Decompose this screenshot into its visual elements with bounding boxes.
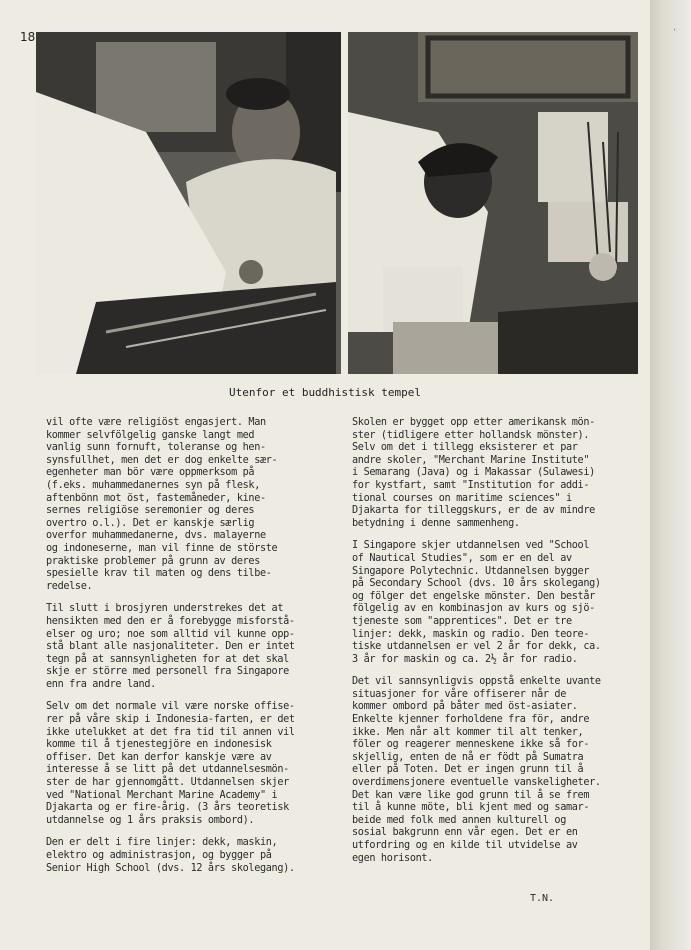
- text-line: overfor muhammedanerne, dvs. malayerne: [46, 530, 266, 542]
- paragraph: [352, 676, 644, 865]
- text-line: stå blant alle nasjonaliteter. Den er intet: [46, 641, 295, 653]
- text-line: tegn på at sannsynligheten for at det skal: [46, 653, 289, 665]
- text-line: fölgelig av en kombinasjon av kurs og sjö-: [352, 603, 595, 615]
- text-line: egen horisont.: [352, 852, 433, 864]
- paragraph: [352, 540, 644, 666]
- right-column: [352, 417, 644, 865]
- text-line: beide med folk med annen kulturell og: [352, 814, 566, 826]
- text-line: komme til å tjenestegjöre en indonesisk: [46, 739, 272, 751]
- text-line: Senior High School (dvs. 12 års skolegang).: [46, 862, 295, 874]
- text-line: utdannelse og 1 års praksis ombord).: [46, 814, 255, 826]
- photo-temple-offerings: [348, 32, 638, 374]
- text-line: ikke utelukket at det fra tid til annen vil: [46, 726, 295, 738]
- text-line: Enkelte kjenner forholdene fra för, andre: [352, 714, 590, 726]
- text-line: I Singapore skjer utdannelsen ved "School: [352, 540, 590, 552]
- paragraph-gap: [352, 666, 644, 676]
- text-line: Djakarta og er fire-årig. (3 års teoretisk: [46, 802, 289, 814]
- paragraph: [46, 417, 336, 593]
- photo-caption: Utenfor et buddhistisk tempel: [228, 386, 422, 399]
- text-line: skjellig, enten de nå er födt på Sumatra: [352, 751, 584, 763]
- text-line: vanlig sunn fornuft, toleranse og hen-: [46, 442, 266, 454]
- text-line: utfordring og en kilde til utvidelse av: [352, 840, 578, 851]
- text-line: ster (tidligere etter hollandsk mönster).: [352, 429, 590, 441]
- text-line: Singapore Polytechnic. Utdannelsen bygger: [352, 565, 590, 577]
- text-line: til å kunne möte, bli kjent med og samar-: [352, 802, 590, 814]
- text-line: aftenbönn mot öst, fastemåneder, kine-: [46, 492, 266, 504]
- text-line: Selv om det normale vil være norske offise-: [46, 701, 295, 713]
- text-line: 3 år for maskin og ca. 2½ år for radio.: [352, 653, 578, 665]
- text-line: Selv om det i tillegg eksisterer et par: [352, 442, 578, 454]
- text-line: föler og reagerer menneskene ikke så for-: [352, 739, 590, 751]
- text-line: kommer selvfölgelig ganske langt med: [46, 429, 255, 441]
- page-edge: [650, 0, 691, 950]
- text-line: praktiske problemer på grunn av deres: [46, 555, 260, 567]
- text-line: ster de har gjennomgått. Utdannelsen skjer: [46, 777, 289, 789]
- text-line: ved "National Merchant Marine Academy" i: [46, 789, 278, 801]
- text-line: redelse.: [46, 580, 93, 592]
- text-line: synsfullhet, men det er dog enkelte sær-: [46, 454, 278, 466]
- text-line: skje er större med personell fra Singapore: [46, 666, 289, 678]
- text-line: Skolen er bygget opp etter amerikansk mön-: [352, 417, 595, 428]
- text-line: Djakarta for tilleggskurs, er de av mindre: [352, 505, 595, 517]
- paragraph: [46, 603, 336, 691]
- edge-mark: ': [672, 28, 678, 38]
- text-line: vil ofte være religiöst engasjert. Man: [46, 417, 266, 428]
- text-line: Den er delt i fire linjer: dekk, maskin,: [46, 837, 278, 849]
- text-line: hensikten med den er å forebygge misforstå-: [46, 615, 295, 627]
- paragraph: [46, 837, 336, 875]
- text-line: eller på Toten. Det er ingen grunn til å: [352, 764, 584, 776]
- text-line: offiser. Det kan derfor kanskje være av: [46, 751, 272, 763]
- text-line: andre skoler, "Merchant Marine Institute": [352, 454, 590, 466]
- text-line: Det kan være like god grunn til å se frem: [352, 789, 590, 801]
- paragraph-gap: [352, 530, 644, 540]
- text-line: linjer: dekk, maskin og radio. Den teore-: [352, 628, 590, 640]
- text-line: enn fra andre land.: [46, 678, 156, 690]
- paragraph: [352, 417, 644, 530]
- author-signature: T.N.: [530, 893, 555, 904]
- text-line: og indoneserne, man vil finne de störste: [46, 542, 278, 554]
- text-line: overdimensjonere eventuelle vanskeligheter.: [352, 777, 601, 789]
- text-line: for kystfart, samt "Institution for addi-: [352, 479, 590, 491]
- photo-man-at-stall: [36, 32, 341, 374]
- text-line: ikke. Men når alt kommer til alt tenker,: [352, 726, 584, 738]
- text-line: (f.eks. muhammedanernes syn på flesk,: [46, 479, 260, 491]
- text-line: sosial bakgrunn enn vår egen. Det er en: [352, 827, 578, 839]
- text-line: tjeneste som "apprentices". Det er tre: [352, 615, 572, 627]
- text-line: på Secondary School (dvs. 10 års skolegang): [352, 578, 601, 590]
- left-column: [46, 417, 336, 875]
- text-line: situasjoner for våre offiserer når de: [352, 688, 566, 700]
- text-line: interesse å se litt på det utdannelsesmön-: [46, 764, 289, 776]
- text-line: overtro o.l.). Det er kanskje særlig: [46, 517, 255, 529]
- page-number: 18: [20, 30, 36, 44]
- text-line: Det vil sannsynligvis oppstå enkelte uvante: [352, 676, 601, 688]
- paragraph-gap: [46, 593, 336, 603]
- text-line: of Nautical Studies", som er en del av: [352, 552, 572, 564]
- paragraph-gap: [46, 827, 336, 837]
- text-line: spesielle krav til maten og dens tilbe-: [46, 568, 272, 580]
- text-line: betydning i denne sammenheng.: [352, 517, 520, 529]
- text-line: i Semarang (Java) og i Makassar (Sulawesi): [352, 467, 595, 479]
- text-line: kommer ombord på båter med öst-asiater.: [352, 701, 578, 713]
- paragraph-gap: [46, 691, 336, 701]
- text-line: elektro og administrasjon, og bygger på: [46, 850, 272, 861]
- text-line: rer på våre skip i Indonesia-farten, er det: [46, 714, 295, 726]
- text-line: Til slutt i brosjyren understrekes det at: [46, 603, 284, 615]
- text-line: egenheter man bör være oppmerksom på: [46, 467, 255, 479]
- text-line: tiske utdannelsen er vel 2 år for dekk, ca.: [352, 641, 601, 653]
- text-line: sernes religiöse seremonier og deres: [46, 505, 255, 517]
- text-line: og fölger det engelske mönster. Den består: [352, 590, 595, 602]
- text-line: tional courses on maritime sciences" i: [352, 492, 572, 504]
- paragraph: [46, 701, 336, 827]
- text-line: elser og uro; noe som alltid vil kunne opp-: [46, 628, 295, 640]
